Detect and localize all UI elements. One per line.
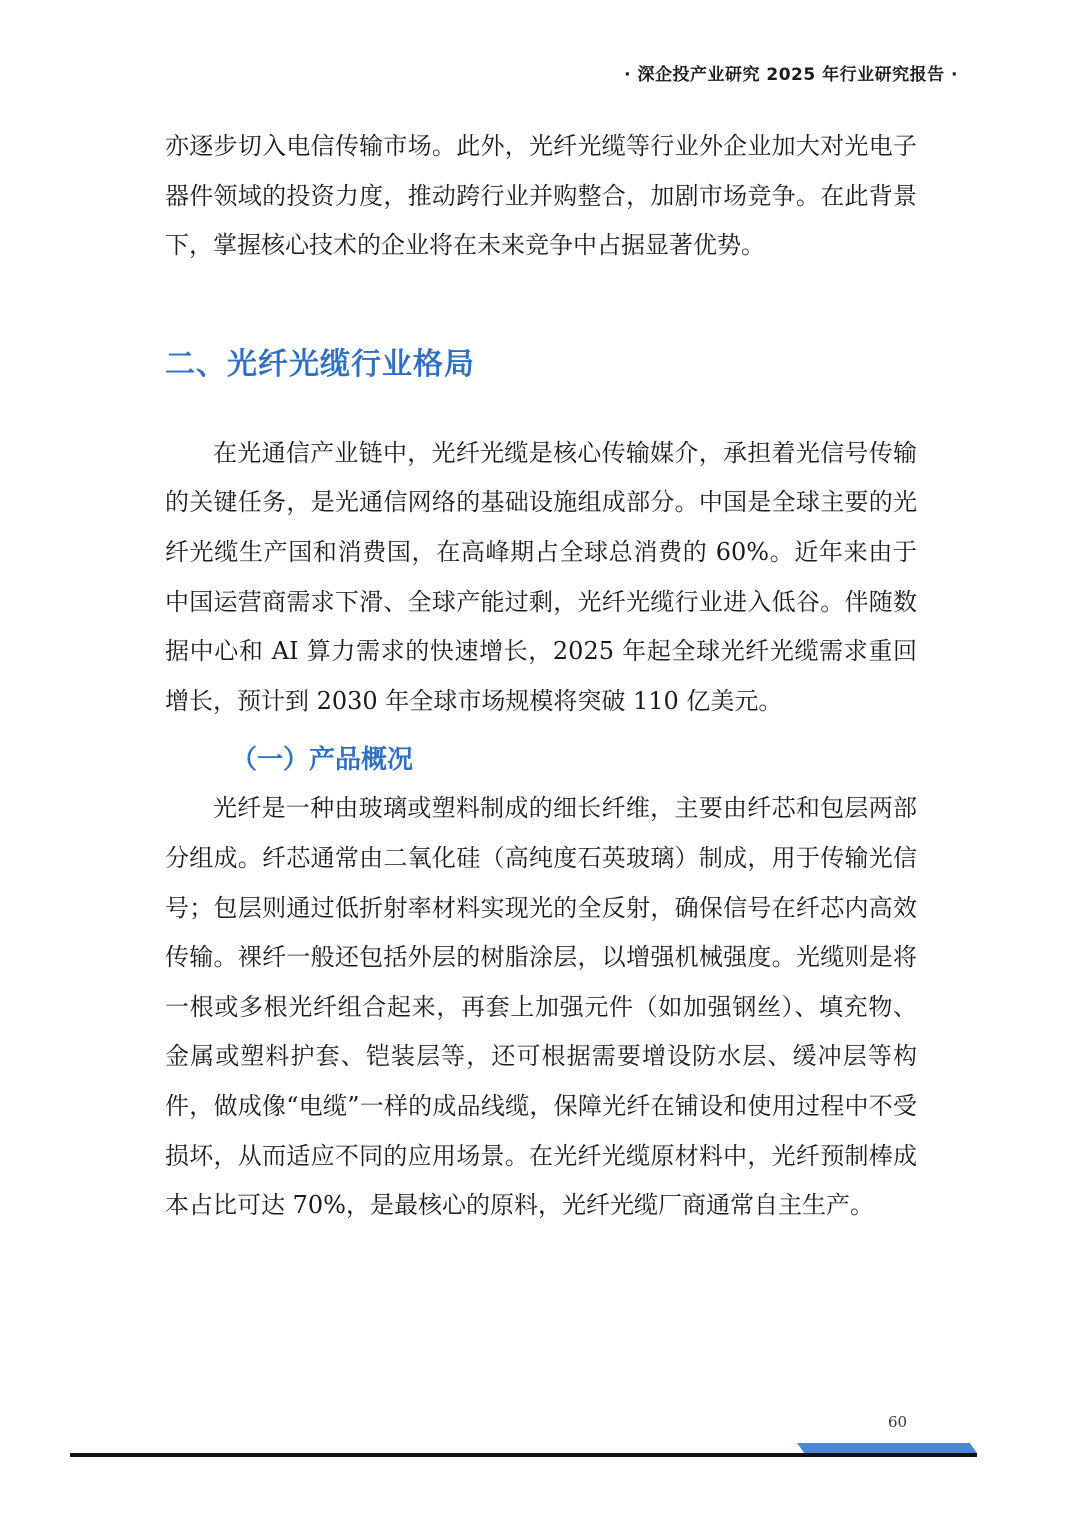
- page-content: [165, 122, 917, 1231]
- page-number: 60: [888, 1413, 908, 1431]
- subsection-paragraph: 光纤是一种由玻璃或塑料制成的细长纤维，主要由纤芯和包层两部分组成。纤芯通常由二氧化硅（高纯度石英玻璃）制成，用于传输光信号；包层则通过低折射率材料实现光的全反射，确保信号在纤芯内高效传输。裸纤一般还包括外层的树脂涂层，以增强机械强度。光缆则是将一根或多根光纤组合起来，再套上加强元件（如加强钢丝）、填充物、金属或塑料护套、铠装层等，还可根据需要增设防水层、缓冲层等构件，做成像“电缆”一样的成品线缆，保障光纤在铺设和使用过程中不受损坏，从而适应不同的应用场景。在光纤光缆原材料中，光纤预制棒成本占比可达 70%，是最核心的原料，光纤光缆厂商通常自主生产。: [165, 794, 917, 1220]
- footer-divider: [70, 1453, 977, 1457]
- section-title: 二、光纤光缆行业格局: [165, 346, 475, 382]
- subsection-title: （一）产品概况: [231, 745, 414, 776]
- running-header: · 深企投产业研究 2025 年行业研究报告 ·: [624, 65, 958, 85]
- footer-accent-bar: [797, 1443, 977, 1453]
- section-paragraph: 在光通信产业链中，光纤光缆是核心传输媒介，承担着光信号传输的关键任务，是光通信网络的基础设施组成部分。中国是全球主要的光纤光缆生产国和消费国，在高峰期占全球总消费的 60%。近年来由于中国运营商需求下滑、全球产能过剩，光纤光缆行业进入低谷。伴随数据中心和 AI 算力需求的快速增长，2025 年起全球光纤光缆需求重回增长，预计到 2030 年全球市场规模将突破 110 亿美元。: [165, 438, 917, 715]
- intro-paragraph: 亦逐步切入电信传输市场。此外，光纤光缆等行业外企业加大对光电子器件领域的投资力度，推动跨行业并购整合，加剧市场竞争。在此背景下，掌握核心技术的企业将在未来竞争中占据显著优势。: [165, 132, 917, 260]
